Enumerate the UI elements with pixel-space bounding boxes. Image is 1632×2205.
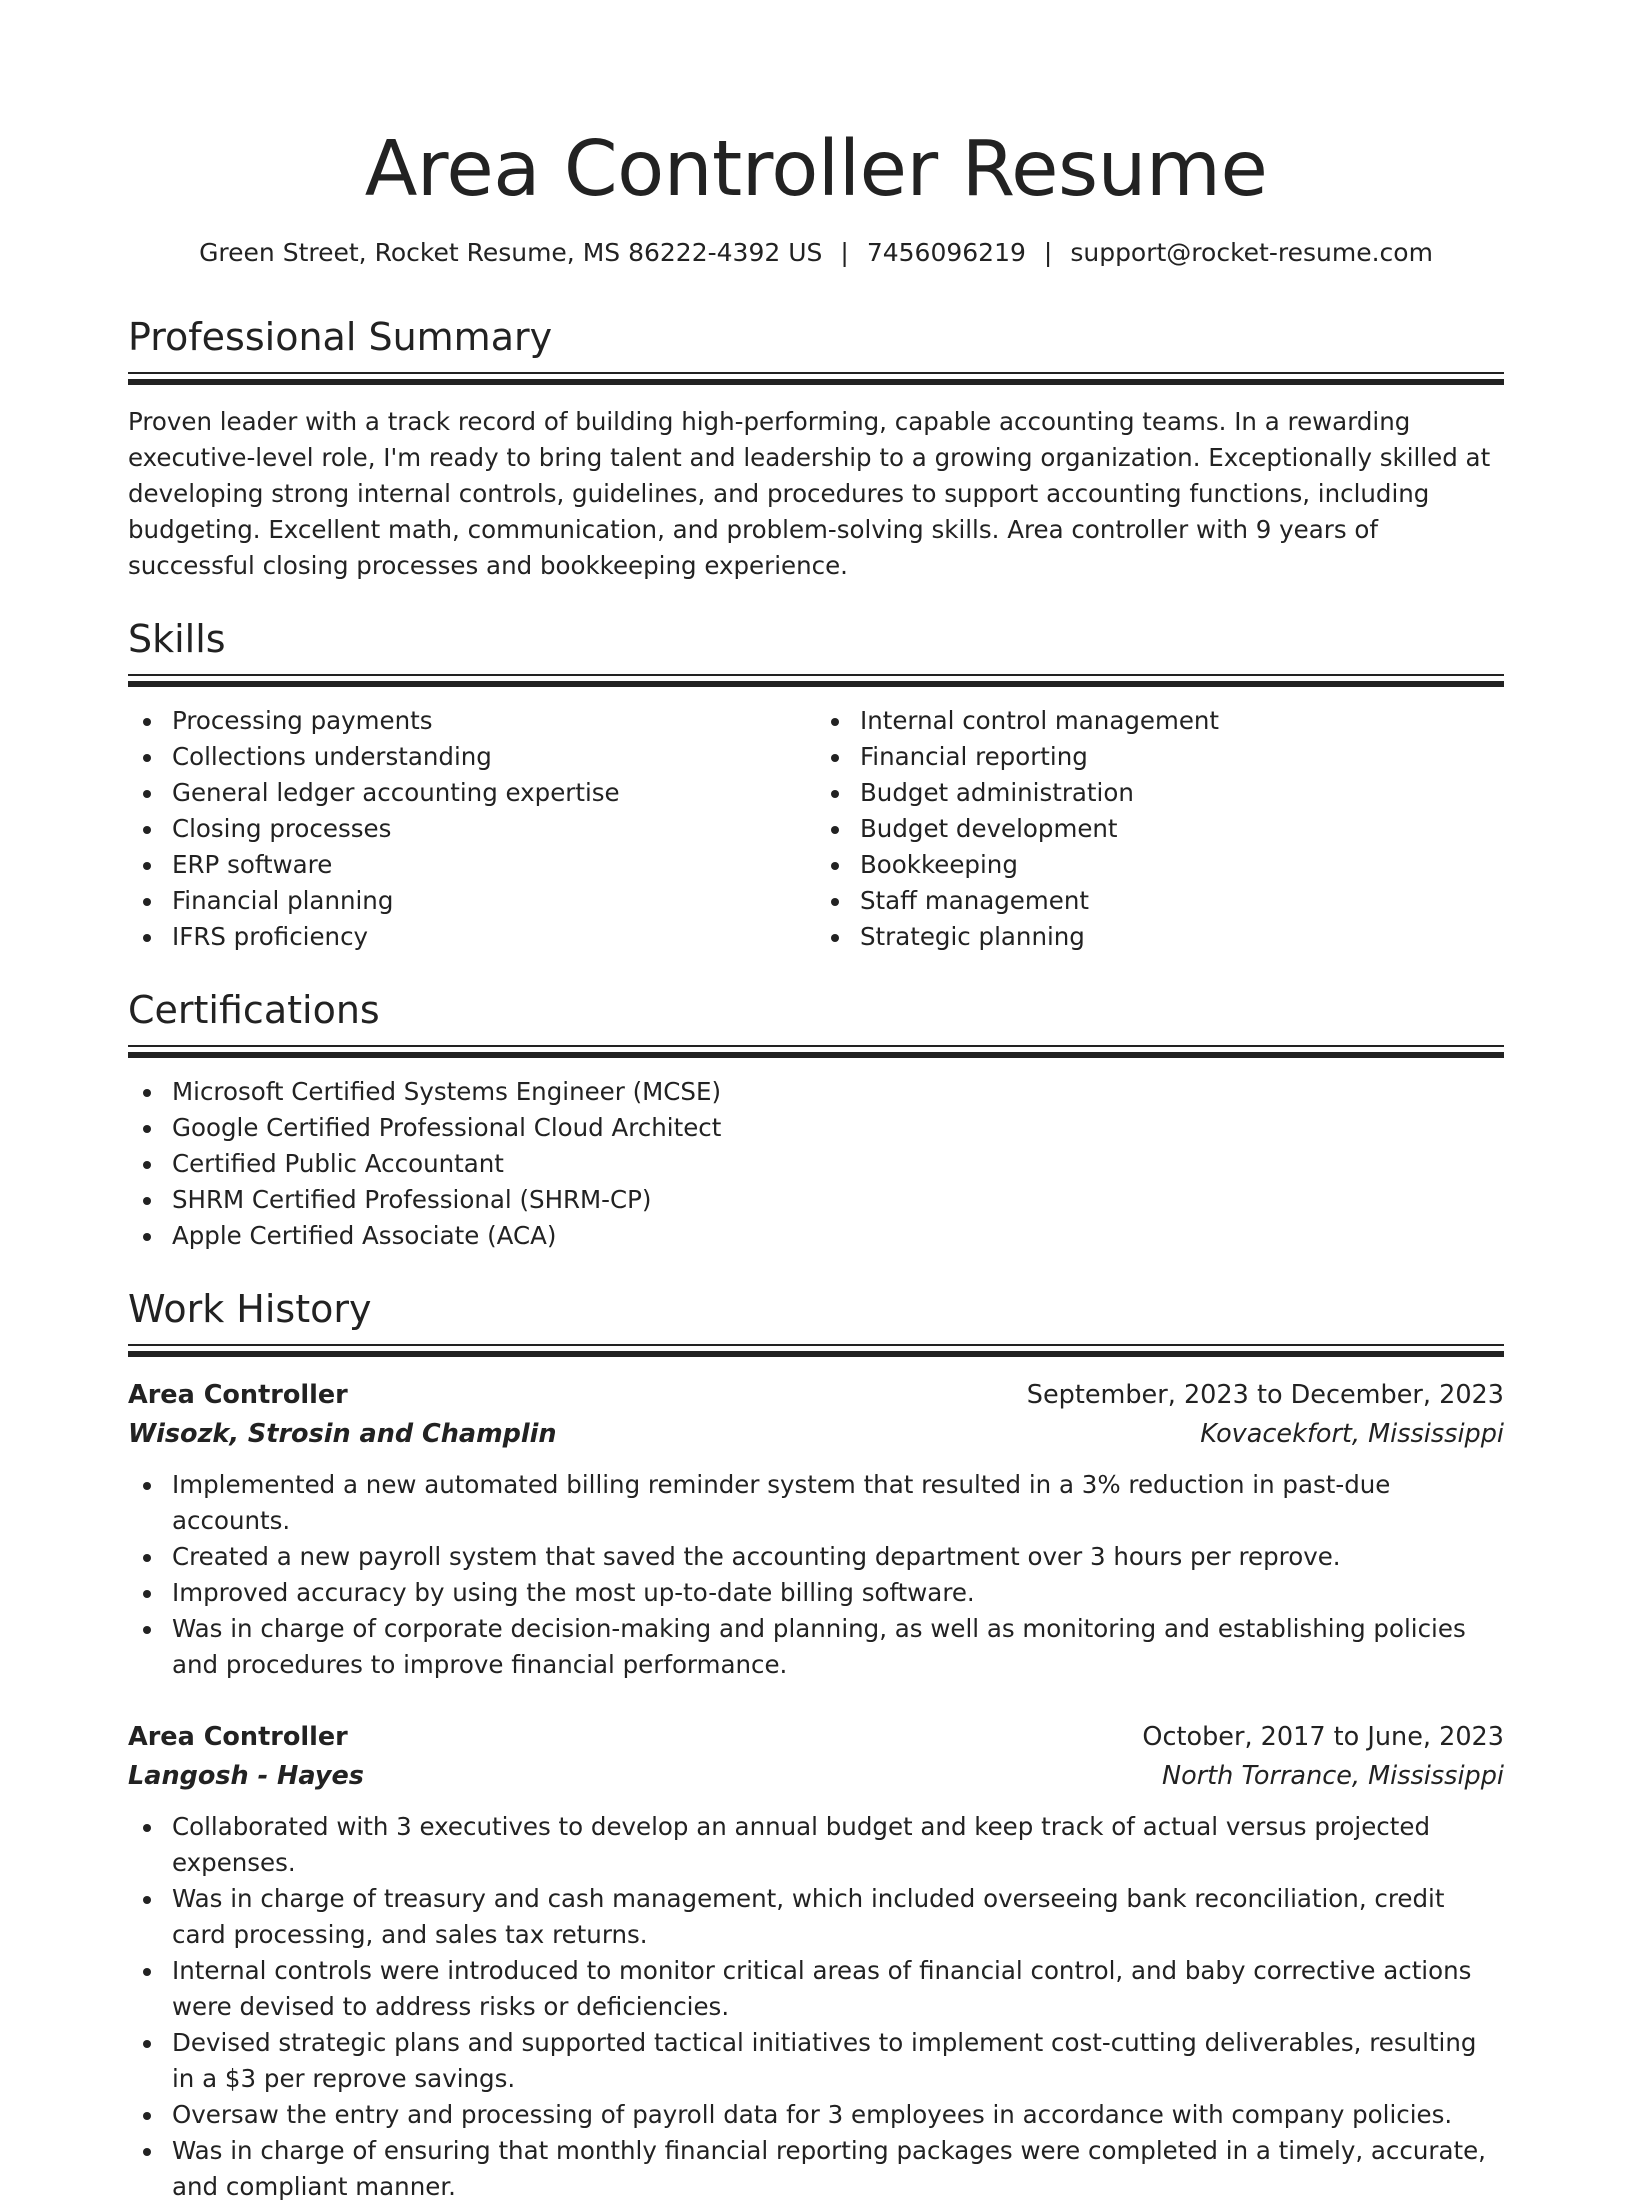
skill-item: Financial reporting xyxy=(816,739,1504,775)
skills-list-left xyxy=(128,703,816,955)
skill-item: Budget development xyxy=(816,811,1504,847)
skill-item: Budget administration xyxy=(816,775,1504,811)
section-heading: Certifications xyxy=(128,988,380,1032)
summary-text: Proven leader with a track record of building high-performing, capable accounting teams. In a rewarding executive-level role, I'm ready to bring talent and leadership to a growing organization. Exceptionally skilled at developing strong internal controls, guidelines, and procedures to support accounting functions, including budgeting. Excellent math, communication, and problem-solving skills. Area controller with 9 years of successful closing processes and bookkeeping experience. xyxy=(128,407,1491,580)
skill-item: Financial planning xyxy=(128,883,816,919)
job-header-row xyxy=(128,1717,1504,1757)
skills-grid xyxy=(128,703,1504,955)
section-heading: Skills xyxy=(128,617,226,661)
job-company: Wisozk, Strosin and Champlin xyxy=(128,1419,557,1449)
job-bullet: Implemented a new automated billing reminder system that resulted in a 3% reduction in past-due accounts. xyxy=(128,1467,1504,1539)
skill-item: Bookkeeping xyxy=(816,847,1504,883)
job-bullet: Was in charge of corporate decision-making and planning, as well as monitoring and establishing policies and procedures to improve financial performance. xyxy=(128,1611,1504,1683)
job-bullet: Was in charge of treasury and cash management, which included overseeing bank reconciliation, credit card processing, and sales tax returns. xyxy=(128,1881,1504,1953)
job-entry xyxy=(128,1717,1504,2205)
certification-item: SHRM Certified Professional (SHRM-CP) xyxy=(128,1182,1504,1218)
job-bullet: Internal controls were introduced to monitor critical areas of financial control, and baby corrective actions were devised to address risks or deficiencies. xyxy=(128,1953,1504,2025)
job-bullet: Was in charge of ensuring that monthly financial reporting packages were completed in a timely, accurate, and compliant manner. xyxy=(128,2133,1504,2205)
job-location: North Torrance, Mississippi xyxy=(1162,1761,1504,1791)
skill-item: Collections understanding xyxy=(128,739,816,775)
skill-item: Staff management xyxy=(816,883,1504,919)
contact-address: Green Street, Rocket Resume, MS 86222-4392 US xyxy=(199,238,823,267)
certification-item: Apple Certified Associate (ACA) xyxy=(128,1218,1504,1254)
skills-column-left xyxy=(128,703,816,955)
section-divider xyxy=(128,674,1504,689)
job-location: Kovacekfort, Mississippi xyxy=(1200,1419,1504,1449)
job-bullet: Created a new payroll system that saved the accounting department over 3 hours per reprove. xyxy=(128,1539,1504,1575)
professional-summary-section xyxy=(128,312,1504,584)
resume-page xyxy=(128,0,1504,2205)
contact-phone: 7456096219 xyxy=(866,238,1026,267)
skills-column-right xyxy=(816,703,1504,955)
certification-item: Google Certified Professional Cloud Architect xyxy=(128,1110,1504,1146)
contact-separator: | xyxy=(840,238,849,267)
job-bullets xyxy=(128,1809,1504,2205)
certification-item: Certified Public Accountant xyxy=(128,1146,1504,1182)
skill-item: General ledger accounting expertise xyxy=(128,775,816,811)
skill-item: Strategic planning xyxy=(816,919,1504,955)
job-dates: September, 2023 to December, 2023 xyxy=(1026,1380,1504,1410)
job-bullets xyxy=(128,1467,1504,1683)
certifications-list xyxy=(128,1074,1504,1254)
section-heading: Work History xyxy=(128,1287,372,1331)
section-divider xyxy=(128,1344,1504,1359)
skill-item: IFRS proficiency xyxy=(128,919,816,955)
job-bullet: Improved accuracy by using the most up-to-date billing software. xyxy=(128,1575,1504,1611)
skills-section xyxy=(128,614,1504,955)
certifications-section xyxy=(128,985,1504,1254)
job-dates: October, 2017 to June, 2023 xyxy=(1142,1722,1504,1752)
job-bullet: Devised strategic plans and supported tactical initiatives to implement cost-cutting deliverables, resulting in a $3 per reprove savings. xyxy=(128,2025,1504,2097)
job-company: Langosh - Hayes xyxy=(128,1761,364,1791)
contact-email: support@rocket-resume.com xyxy=(1070,238,1433,267)
contact-separator: | xyxy=(1043,238,1053,267)
job-title: Area Controller xyxy=(128,1722,348,1752)
job-header-row xyxy=(128,1375,1504,1415)
job-bullet: Oversaw the entry and processing of payroll data for 3 employees in accordance with company policies. xyxy=(128,2097,1504,2133)
certification-item: Microsoft Certified Systems Engineer (MCSE) xyxy=(128,1074,1504,1110)
skill-item: Closing processes xyxy=(128,811,816,847)
skills-list-right xyxy=(816,703,1504,955)
job-subheader-row xyxy=(128,1415,1504,1453)
job-title: Area Controller xyxy=(128,1380,348,1410)
section-divider xyxy=(128,372,1504,387)
work-history-section xyxy=(128,1284,1504,2205)
job-bullet: Collaborated with 3 executives to develop an annual budget and keep track of actual versus projected expenses. xyxy=(128,1809,1504,1881)
job-entry xyxy=(128,1375,1504,1683)
skill-item: Processing payments xyxy=(128,703,816,739)
job-subheader-row xyxy=(128,1757,1504,1795)
skill-item: Internal control management xyxy=(816,703,1504,739)
section-divider xyxy=(128,1045,1504,1060)
section-heading: Professional Summary xyxy=(128,315,553,359)
resume-title: Area Controller Resume xyxy=(364,125,1268,214)
skill-item: ERP software xyxy=(128,847,816,883)
contact-line xyxy=(128,236,1504,270)
